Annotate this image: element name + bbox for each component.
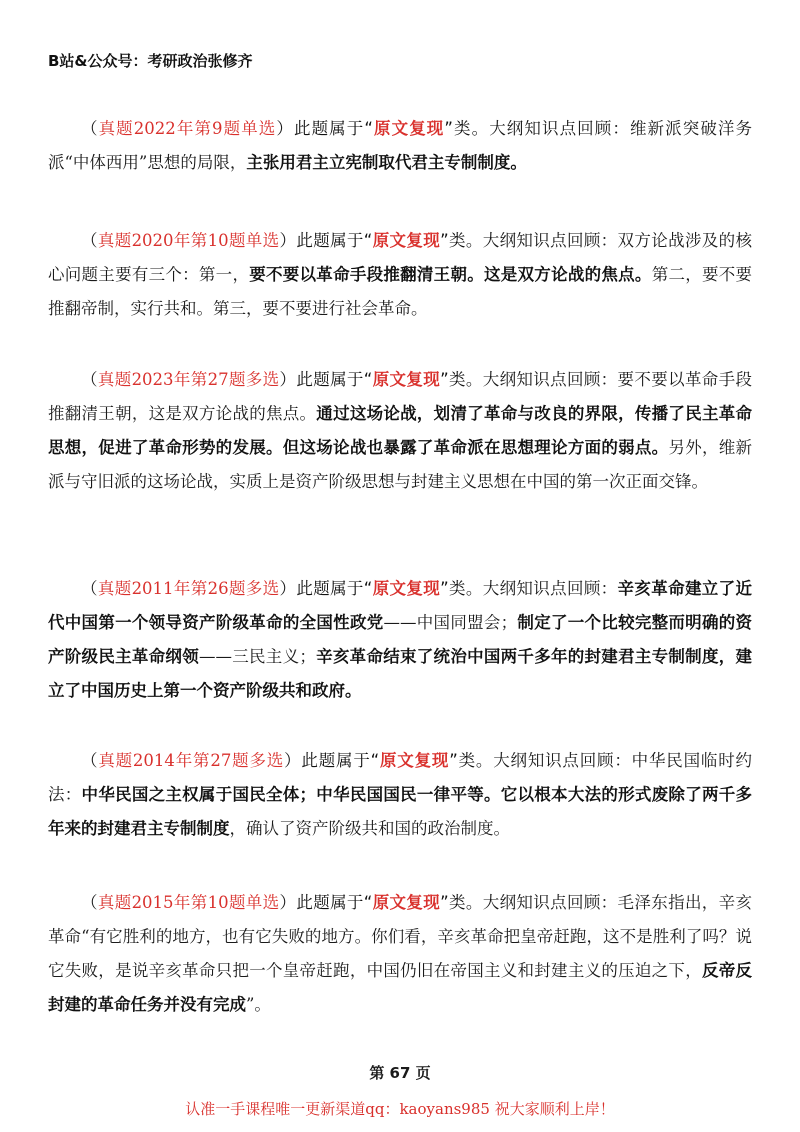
question-reference: 真题2015年第10题单选 (97, 893, 280, 912)
paragraph-5 (48, 744, 752, 846)
label-text: 此题属于“ (294, 119, 373, 138)
footer-notice: 认准一手课程唯一更新渠道qq：kaoyans985 祝大家顺利上岸！ (185, 1100, 615, 1118)
category-highlight: 原文复现 (372, 370, 441, 389)
body-text: ） (284, 751, 302, 770)
body-text: 大纲知识点回顾：维新派突破洋务派“中体西用”思想的局限， (48, 119, 752, 172)
label-text: 此题属于“ (301, 751, 380, 770)
category-highlight: 原文复现 (379, 751, 450, 770)
body-text: 大纲知识点回顾：中华民国临时约法： (48, 751, 753, 804)
paragraph-4 (48, 572, 752, 708)
bold-text: 要不要以革命手段推翻清王朝。这是双方论战的焦点。 (249, 265, 652, 284)
question-reference: 真题2023年第27题多选 (97, 370, 280, 389)
body-text: ） (276, 119, 294, 138)
question-reference: 真题2020年第10题单选 (97, 231, 280, 250)
body-text: 大纲知识点回顾：双方论战涉及的核心问题主要有三个：第一， (48, 231, 752, 284)
category-highlight: 原文复现 (372, 119, 445, 138)
body-text: ） (279, 231, 297, 250)
label-text: 此题属于“ (296, 231, 373, 250)
body-text: 大纲知识点回顾：要不要以革命手段推翻清王朝，这是双方论战的焦点。 (48, 370, 752, 423)
label-text: 此题属于“ (296, 893, 373, 912)
body-text: 第二，要不要推翻帝制，实行共和。第三，要不要进行社会革命。 (48, 265, 753, 318)
body-text: （ (81, 893, 98, 912)
bold-text: 通过这场论战，划清了革命与改良的界限，传播了民主革命思想，促进了革命形势的发展。但这场论战也暴露了革命派在思想理论方面的弱点。 (48, 404, 753, 457)
body-text: （ (81, 751, 99, 770)
category-highlight: 原文复现 (372, 231, 441, 250)
body-text: 另外，维新派与守旧派的这场论战，实质上是资产阶级思想与封建主义思想在中国的第一次正面交锋。 (48, 438, 753, 491)
label-text: 此题属于“ (296, 370, 373, 389)
body-text: （ (81, 579, 98, 598)
bold-text: 中华民国之主权属于国民全体；中华民国国民一律平等。它以根本大法的形式废除了两千多年来的封建君主专制制度 (48, 785, 753, 838)
body-text: ） (279, 893, 297, 912)
body-text: ——中国同盟会； (383, 613, 518, 632)
body-text: 大纲知识点回顾：毛泽东指出，辛亥革命“有它胜利的地方，也有它失败的地方。你们看，辛亥革命把皇帝赶跑，这不是胜利了吗？说它失败，是说辛亥革命只把一个皇帝赶跑，中国仍旧在帝国主义和封建主义的压迫之下， (48, 893, 752, 980)
paragraph-6 (48, 886, 752, 1022)
body-text: ”。 (246, 995, 271, 1014)
label-text: ”类。 (449, 751, 494, 770)
body-text: ） (279, 370, 297, 389)
body-text: （ (81, 370, 98, 389)
body-text: ，确认了资产阶级共和国的政治制度。 (229, 819, 510, 838)
question-reference: 真题2014年第27题多选 (98, 751, 285, 770)
bold-text: 主张用君主立宪制取代君主专制制度。 (246, 153, 527, 172)
paragraph-2 (48, 224, 752, 326)
label-text: ”类。 (440, 579, 483, 598)
label-text: ”类。 (440, 370, 483, 389)
label-text: ”类。 (444, 119, 490, 138)
label-text: ”类。 (440, 893, 483, 912)
paragraph-3 (48, 363, 752, 499)
category-highlight: 原文复现 (372, 579, 441, 598)
page-number: 第 67 页 (369, 1064, 431, 1082)
bold-text: 反帝反封建的革命任务并没有完成 (48, 961, 753, 1014)
body-text: （ (81, 231, 98, 250)
paragraph-1 (48, 112, 752, 180)
body-text: 大纲知识点回顾： (482, 579, 618, 598)
body-text: （ (81, 119, 99, 138)
category-highlight: 原文复现 (372, 893, 441, 912)
label-text: 此题属于“ (296, 579, 373, 598)
body-text: ——三民主义； (198, 647, 316, 666)
label-text: ”类。 (440, 231, 483, 250)
page-header: B站&公众号：考研政治张修齐 (48, 52, 253, 70)
question-reference: 真题2011年第26题多选 (97, 579, 280, 598)
question-reference: 真题2022年第9题单选 (98, 119, 277, 138)
bold-text: 辛亥革命建立了近代中国第一个领导资产阶级革命的全国性政党 (48, 579, 753, 632)
bold-text: 辛亥革命结束了统治中国两千多年的封建君主专制制度，建立了中国历史上第一个资产阶级共和政府。 (48, 647, 753, 700)
body-text: ） (279, 579, 297, 598)
bold-text: 制定了一个比较完整而明确的资产阶级民主革命纲领 (48, 613, 753, 666)
